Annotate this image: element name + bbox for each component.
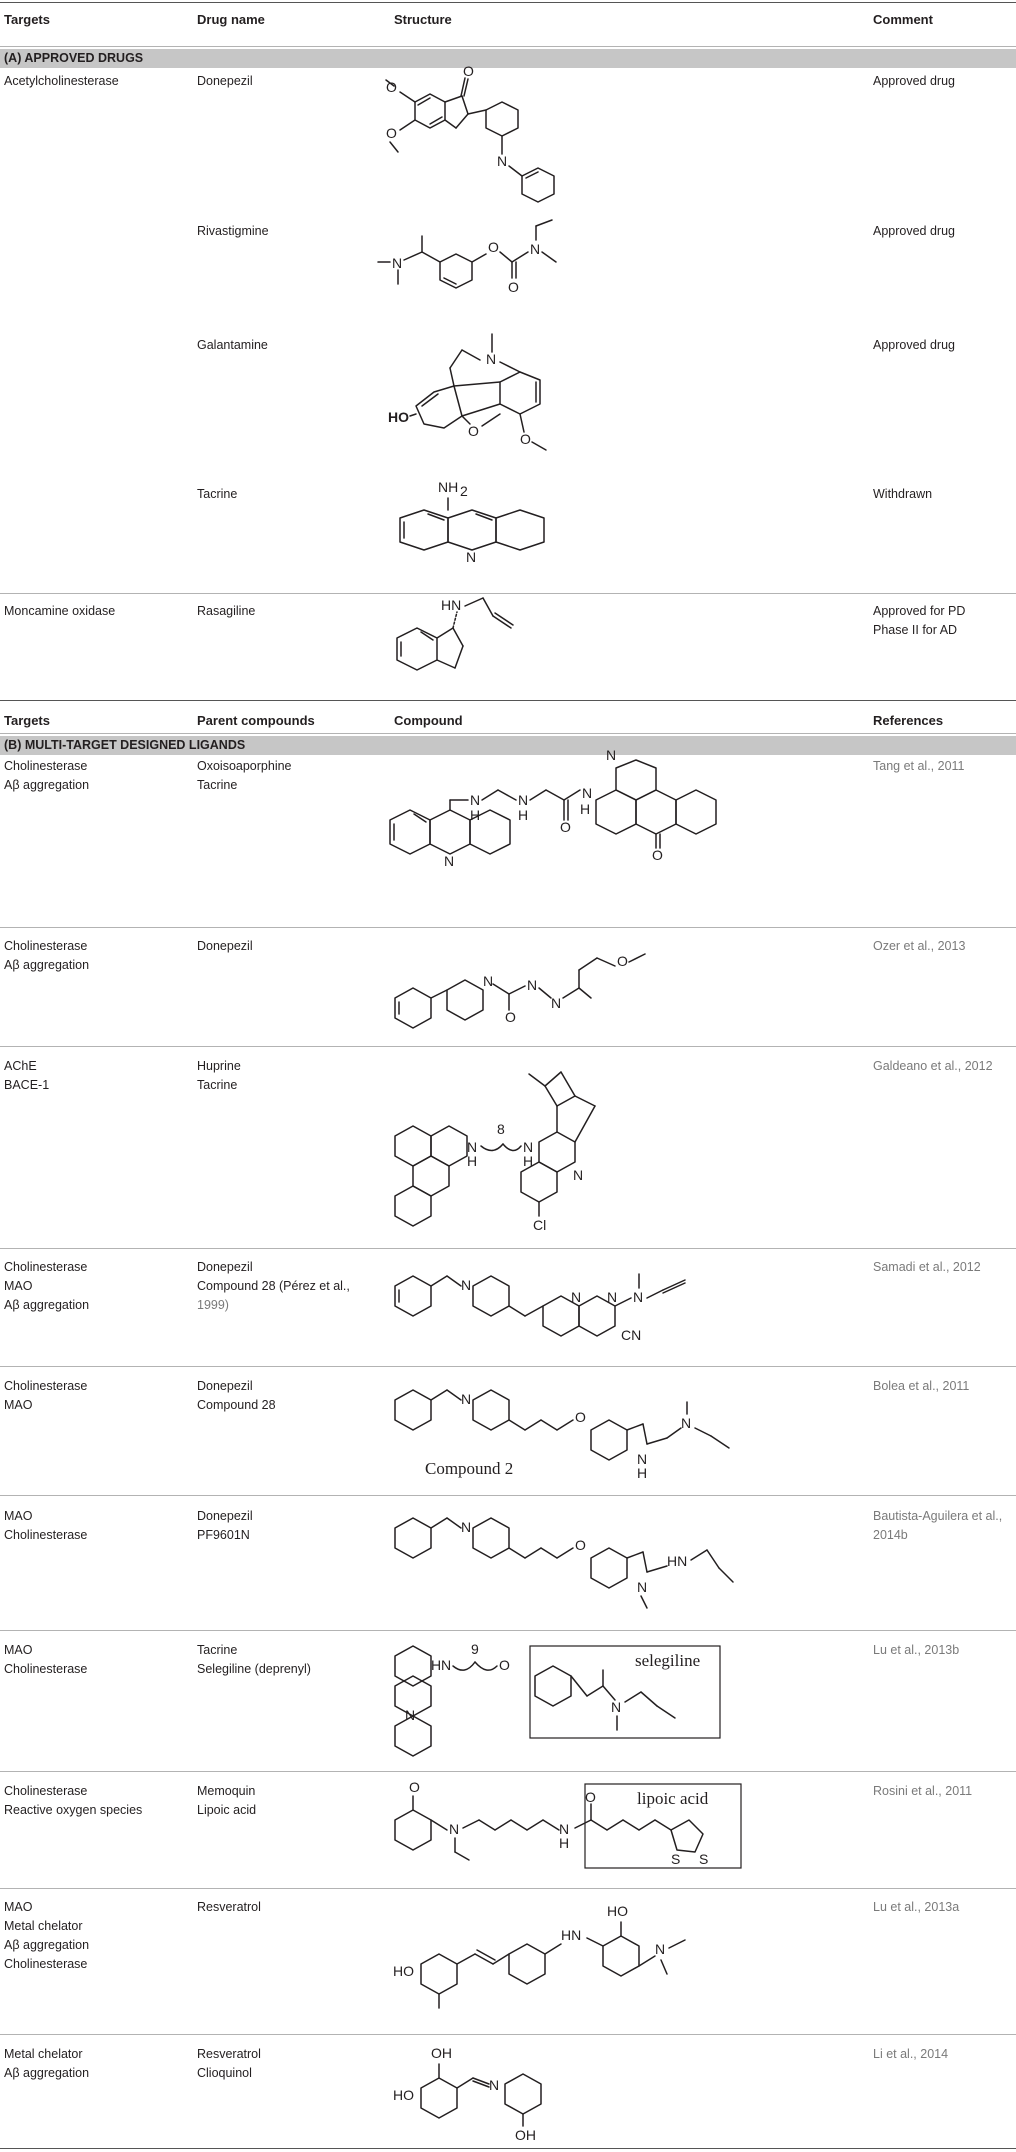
atom-label: H — [470, 807, 481, 823]
row-b7-parent — [197, 1641, 311, 1679]
atom-label: H — [467, 1153, 478, 1169]
header-drug-name: Drug name — [197, 12, 265, 27]
rasagiline-structure — [385, 598, 605, 688]
header-targets-a: Targets — [4, 12, 50, 27]
comment-line: Approved drug — [873, 74, 956, 88]
row-rule — [0, 1771, 1016, 1772]
row-b4-targets — [4, 1258, 89, 1315]
row-rule — [0, 1888, 1016, 1889]
rosini-2011-compound-structure — [385, 1780, 785, 1880]
row-b1-parent — [197, 757, 292, 795]
atom-label: O — [468, 423, 479, 439]
atom-label: O — [386, 79, 397, 95]
section-b-bar — [0, 736, 1016, 755]
atom-label: H — [637, 1465, 648, 1481]
parent-line: Memoquin — [197, 1784, 256, 1798]
row-b10-parent — [197, 2045, 261, 2083]
row-b3-targets — [4, 1057, 49, 1095]
row-b6-targets — [4, 1507, 87, 1545]
atom-label: H — [580, 801, 591, 817]
atom-label: N — [483, 973, 494, 989]
atom-label: N — [518, 792, 529, 808]
atom-label: O — [505, 1009, 516, 1025]
target-line: MAO — [4, 1643, 33, 1657]
row-b3-ref[interactable] — [873, 1057, 993, 1076]
target-line: Metal chelator — [4, 2047, 83, 2061]
comment-line: Withdrawn — [873, 487, 933, 501]
chain-length-label: 8 — [497, 1121, 505, 1137]
target-line: Aβ aggregation — [4, 1938, 90, 1952]
chain-length-label: 9 — [471, 1641, 479, 1657]
atom-label: N — [606, 747, 617, 763]
target-line: Cholinesterase — [4, 1784, 88, 1798]
reference-link[interactable]: Lu et al., 2013b — [873, 1643, 960, 1657]
galantamine-structure — [380, 318, 620, 468]
drug-line: Rasagiline — [197, 604, 256, 618]
lipoic-acid-label: lipoic acid — [637, 1789, 709, 1808]
atom-label: H — [431, 1657, 442, 1673]
parent-line: Huprine — [197, 1059, 241, 1073]
section-a-title: (A) APPROVED DRUGS — [4, 51, 144, 65]
bottom-rule — [0, 2148, 1016, 2149]
atom-label: N — [681, 1415, 692, 1431]
row-b1-targets — [4, 757, 89, 795]
header-targets-b: Targets — [4, 713, 50, 728]
atom-subscript: 2 — [460, 483, 468, 499]
target-line: MAO — [4, 1279, 33, 1293]
atom-label: N — [637, 1451, 648, 1467]
section-b-top-rule — [0, 700, 1016, 701]
atom-label: O — [463, 63, 474, 79]
ozer-2013-compound-structure — [385, 940, 765, 1040]
row-b3-parent — [197, 1057, 241, 1095]
reference-link[interactable]: Rosini et al., 2011 — [873, 1784, 973, 1798]
target-line: Aβ aggregation — [4, 958, 90, 972]
row-a5-comment — [873, 602, 965, 640]
atom-label: HO — [607, 1903, 628, 1919]
target-line: Metal chelator — [4, 1919, 83, 1933]
header-rule-a — [0, 46, 1016, 47]
target-line: Reactive oxygen species — [4, 1803, 143, 1817]
rivastigmine-structure — [370, 222, 630, 322]
row-rule — [0, 927, 1016, 928]
atom-label: N — [497, 153, 508, 169]
row-a3-drug — [197, 336, 268, 355]
header-structure: Structure — [394, 12, 452, 27]
atom-label: N — [392, 255, 403, 271]
atom-label: N — [655, 1941, 666, 1957]
tacrine-structure — [380, 478, 580, 578]
bolea-2011-compound-structure — [385, 1374, 785, 1494]
donepezil-structure — [370, 62, 630, 212]
row-b9-parent — [197, 1898, 261, 1917]
target-line: AChE — [4, 1059, 37, 1073]
li-2014-compound-structure — [385, 2044, 685, 2144]
row-rule — [0, 1495, 1016, 1496]
atom-label: O — [409, 1779, 420, 1795]
atom-label: N — [405, 1707, 416, 1723]
row-b8-targets — [4, 1782, 142, 1820]
header-parent-compounds: Parent compounds — [197, 713, 315, 728]
atom-label: N — [637, 1579, 648, 1595]
row-b4-parent — [197, 1258, 350, 1315]
parent-line: Resveratrol — [197, 1900, 261, 1914]
atom-label: HO — [393, 2087, 414, 2103]
row-b8-parent — [197, 1782, 256, 1820]
atom-label: OH — [431, 2045, 452, 2061]
target-line: Cholinesterase — [4, 1957, 88, 1971]
atom-label: O — [652, 847, 663, 863]
target-line: Moncamine oxidase — [4, 604, 116, 618]
row-rule — [0, 593, 1016, 594]
row-b2-ref[interactable] — [873, 937, 965, 956]
reference-link[interactable]: Li et al., 2014 — [873, 2047, 949, 2061]
atom-label: H — [523, 1153, 534, 1169]
reference-link[interactable]: Ozer et al., 2013 — [873, 939, 966, 953]
parent-line: Donepezil — [197, 1509, 253, 1523]
row-b7-ref[interactable] — [873, 1641, 959, 1660]
atom-label: O — [499, 1657, 510, 1673]
atom-label: S — [671, 1851, 681, 1867]
row-b5-targets — [4, 1377, 87, 1415]
header-rule-b — [0, 733, 1016, 734]
lu-2013a-compound-structure — [385, 1896, 785, 2036]
row-b2-targets — [4, 937, 89, 975]
header-references: References — [873, 713, 944, 728]
parent-line: Tacrine — [197, 1078, 238, 1092]
parent-line: Tacrine — [197, 1643, 238, 1657]
row-b4-ref[interactable] — [873, 1258, 981, 1277]
row-a4-drug — [197, 485, 237, 504]
row-b5-parent — [197, 1377, 276, 1415]
row-rule — [0, 1046, 1016, 1047]
row-b6-parent — [197, 1507, 253, 1545]
row-a5-drug — [197, 602, 255, 621]
lu-2013b-compound-structure — [385, 1636, 745, 1766]
atom-label: N — [489, 2077, 500, 2093]
drug-line: Galantamine — [197, 338, 268, 352]
atom-label: Cl — [533, 1217, 547, 1233]
atom-label: N — [611, 1699, 622, 1715]
atom-label: O — [508, 279, 519, 295]
target-line: MAO — [4, 1900, 33, 1914]
atom-label: O — [560, 819, 571, 835]
atom-label: O — [575, 1537, 586, 1553]
row-b1-ref[interactable] — [873, 757, 965, 776]
row-a2-drug — [197, 222, 269, 241]
galdeano-2012-compound-structure — [385, 1056, 715, 1246]
atom-label: O — [488, 239, 499, 255]
row-rule — [0, 1248, 1016, 1249]
parent-line: Lipoic acid — [197, 1803, 257, 1817]
atom-label: N — [461, 1519, 472, 1535]
row-a3-comment — [873, 336, 955, 355]
atom-label: O — [585, 1789, 596, 1805]
comment-line: Approved drug — [873, 338, 956, 352]
atom-label: N — [470, 792, 481, 808]
comment-line: Approved drug — [873, 224, 956, 238]
target-line: Cholinesterase — [4, 759, 88, 773]
drug-line: Donepezil — [197, 74, 253, 88]
row-b2-parent — [197, 937, 253, 956]
atom-label: S — [699, 1851, 709, 1867]
target-line: Aβ aggregation — [4, 2066, 90, 2080]
parent-line: Selegiline (deprenyl) — [197, 1662, 311, 1676]
atom-label: N — [530, 241, 541, 257]
atom-label: N — [633, 1289, 644, 1305]
atom-label: N — [449, 1821, 460, 1837]
parent-reference-link[interactable]: 1999) — [197, 1298, 229, 1312]
tang-2011-compound-structure — [380, 747, 780, 920]
row-b5-ref[interactable] — [873, 1377, 969, 1396]
bautista-2014b-compound-structure — [385, 1502, 785, 1622]
parent-line: Compound 28 (Pérez et al., — [197, 1279, 350, 1293]
target-line: Cholinesterase — [4, 1260, 88, 1274]
reference-link[interactable]: Tang et al., 2011 — [873, 759, 965, 773]
header-compound: Compound — [394, 713, 463, 728]
atom-label: O — [386, 125, 397, 141]
parent-line: Oxoisoaporphine — [197, 759, 292, 773]
atom-label: HN — [561, 1927, 582, 1943]
row-a4-comment — [873, 485, 932, 504]
atom-label: HN — [441, 597, 462, 613]
header-comment: Comment — [873, 12, 933, 27]
reference-link[interactable]: 2014b — [873, 1528, 908, 1542]
atom-label: N — [559, 1821, 570, 1837]
parent-line: Donepezil — [197, 939, 253, 953]
atom-label: HN — [667, 1553, 688, 1569]
row-a1-drug — [197, 72, 253, 91]
row-rule — [0, 1630, 1016, 1631]
target-line: Cholinesterase — [4, 939, 88, 953]
target-line: Cholinesterase — [4, 1528, 88, 1542]
row-a1-targets — [4, 72, 119, 91]
row-b7-targets — [4, 1641, 87, 1679]
comment-line: Approved for PD — [873, 604, 966, 618]
atom-label: NH — [438, 479, 459, 495]
reference-link[interactable]: Lu et al., 2013a — [873, 1900, 960, 1914]
atom-label: N — [486, 351, 497, 367]
row-b10-targets — [4, 2045, 89, 2083]
parent-line: Tacrine — [197, 778, 238, 792]
row-b9-targets — [4, 1898, 89, 1974]
row-b9-ref[interactable] — [873, 1898, 959, 1917]
target-line: MAO — [4, 1398, 33, 1412]
atom-label: N — [441, 1657, 452, 1673]
selegiline-label: selegiline — [635, 1651, 701, 1670]
target-line: Cholinesterase — [4, 1379, 88, 1393]
parent-line: Resveratrol — [197, 2047, 261, 2061]
target-line: MAO — [4, 1509, 33, 1523]
atom-label: O — [520, 431, 531, 447]
atom-label: N — [551, 995, 562, 1011]
row-rule — [0, 1366, 1016, 1367]
row-a5-targets — [4, 602, 115, 621]
atom-label: N — [461, 1277, 472, 1293]
atom-label: OH — [515, 2127, 536, 2143]
atom-label: H — [518, 807, 529, 823]
target-line: Aβ aggregation — [4, 1298, 90, 1312]
row-b10-ref[interactable] — [873, 2045, 948, 2064]
row-b6-ref[interactable] — [873, 1507, 1002, 1545]
row-b8-ref[interactable] — [873, 1782, 972, 1801]
atom-label: O — [617, 953, 628, 969]
parent-line: Donepezil — [197, 1379, 253, 1393]
reference-link[interactable]: Galdeano et al., 2012 — [873, 1059, 993, 1073]
atom-label: N — [444, 853, 455, 869]
atom-label: CN — [621, 1327, 642, 1343]
target-line: BACE-1 — [4, 1078, 50, 1092]
target-line: Acetylcholinesterase — [4, 74, 119, 88]
parent-line: Clioquinol — [197, 2066, 252, 2080]
atom-label: N — [466, 549, 477, 565]
drug-line: Rivastigmine — [197, 224, 269, 238]
atom-label: N — [523, 1139, 534, 1155]
row-a1-comment — [873, 72, 955, 91]
comment-line: Phase II for AD — [873, 623, 958, 637]
atom-label: N — [582, 785, 593, 801]
reference-link[interactable]: Samadi et al., 2012 — [873, 1260, 981, 1274]
atom-label: N — [573, 1167, 584, 1183]
atom-label: O — [575, 1409, 586, 1425]
atom-label: N — [467, 1139, 478, 1155]
target-line: Aβ aggregation — [4, 778, 90, 792]
samadi-2012-compound-structure — [385, 1256, 785, 1356]
row-a2-comment — [873, 222, 955, 241]
atom-label: N — [607, 1289, 618, 1305]
top-rule — [0, 2, 1016, 3]
section-b-title: (B) MULTI-TARGET DESIGNED LIGANDS — [4, 738, 246, 752]
atom-label: N — [571, 1289, 582, 1305]
atom-label: N — [461, 1391, 472, 1407]
reference-link[interactable]: Bautista-Aguilera et al., — [873, 1509, 1003, 1523]
drug-line: Tacrine — [197, 487, 238, 501]
target-line: Cholinesterase — [4, 1662, 88, 1676]
atom-label: HO — [393, 1963, 414, 1979]
atom-label: HO — [388, 409, 409, 425]
compound-2-label: Compound 2 — [425, 1459, 514, 1478]
reference-link[interactable]: Bolea et al., 2011 — [873, 1379, 970, 1393]
parent-line: PF9601N — [197, 1528, 250, 1542]
parent-line: Donepezil — [197, 1260, 253, 1274]
atom-label: H — [559, 1835, 570, 1851]
atom-label: N — [527, 977, 538, 993]
parent-line: Compound 28 — [197, 1398, 276, 1412]
